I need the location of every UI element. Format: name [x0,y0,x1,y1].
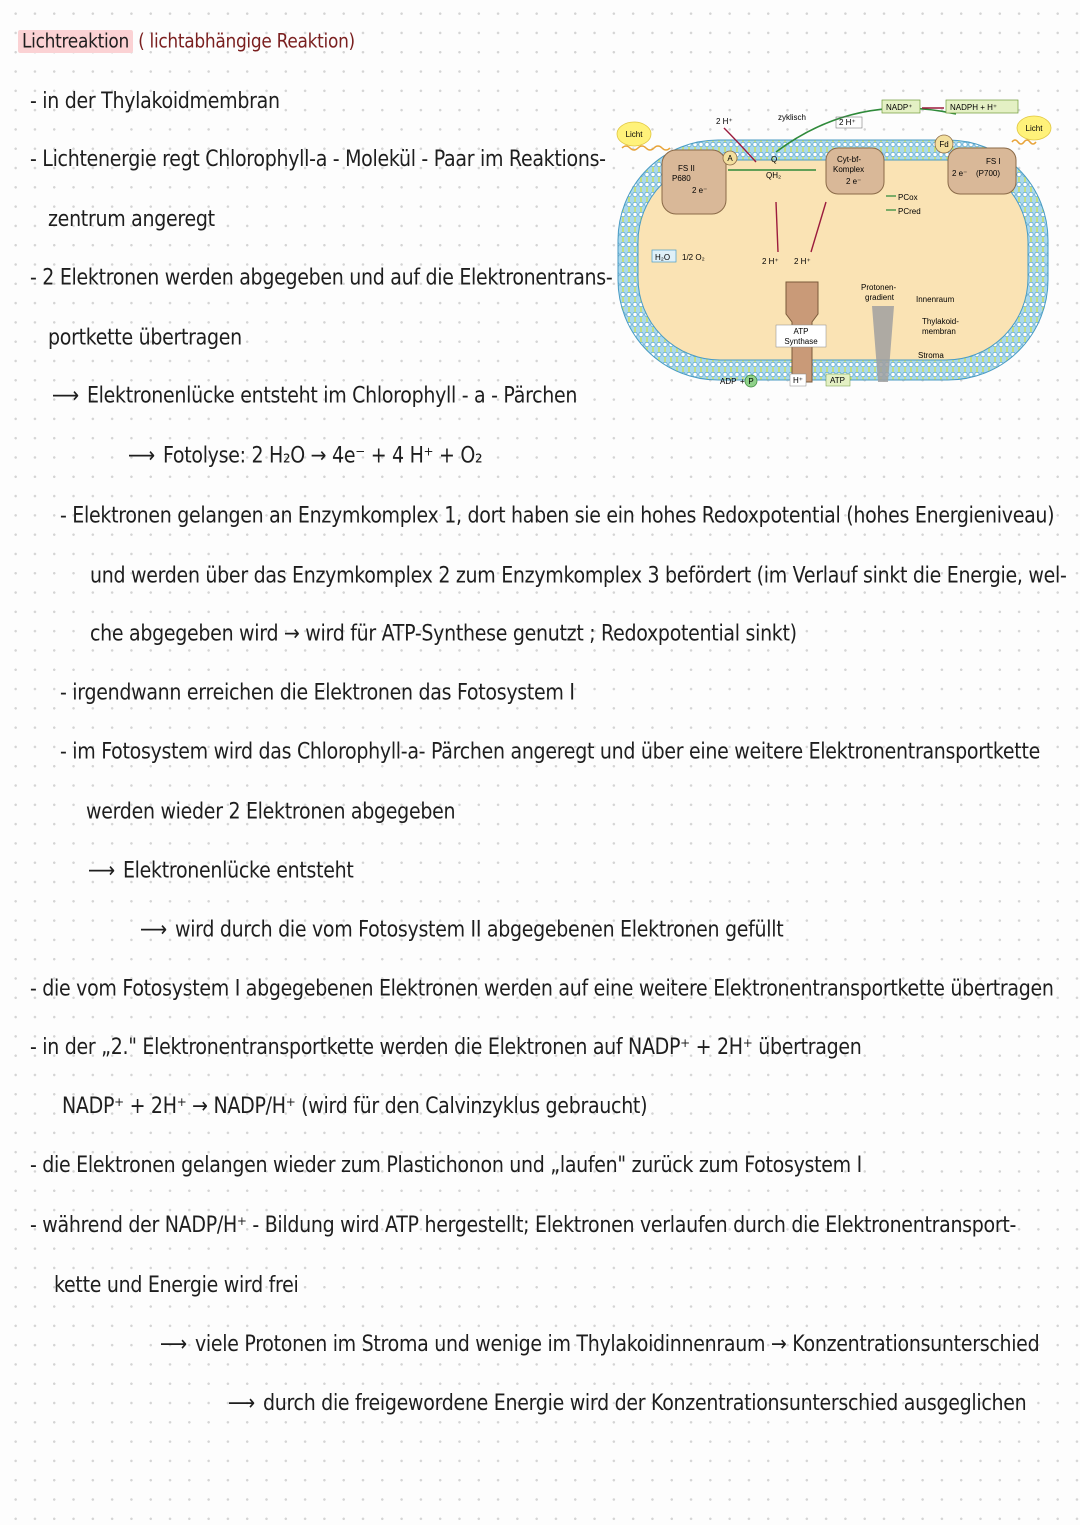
note-line-16: - die vom Fotosystem I abgegebenen Elektronen werden auf eine weitere Elektronentransportkette übertragen [30,975,1054,1001]
arrow-icon: ⟶ [88,857,115,883]
note-line-9: und werden über das Enzymkomplex 2 zum Enzymkomplex 3 befördert (im Verlauf sinkt die Energie, wel- [90,562,1067,588]
h2o-label: H₂O [655,253,671,262]
title-subtitle: ( lichtabhängige Reaktion) [138,30,355,53]
note-line-11: - irgendwann erreichen die Elektronen das Fotosystem I [60,679,575,705]
atp-synthase-label-a: ATP [793,327,809,336]
membran-label-b: membran [922,327,956,336]
arrow-icon: ⟶ [52,382,79,408]
note-line-17: - in der „2." Elektronentransportkette werden die Elektronen auf NADP⁺ + 2H⁺ übertragen [30,1034,862,1060]
note-line-23-text: durch die freigewordene Energie wird der Konzentrationsunterschied ausgeglichen [262,1390,1027,1416]
fs1-p700: (P700) [976,169,1001,178]
fs2-electrons: 2 e⁻ [692,186,708,195]
note-line-4: - 2 Elektronen werden abgegeben und auf die Elektronentrans- [30,264,613,290]
cyt-bf-label-a: Cyt-bf- [837,155,861,164]
note-line-15-text: wird durch die vom Fotosystem II abgegebenen Elektronen gefüllt [174,916,784,942]
nadph-label: NADPH + H⁺ [950,103,998,112]
note-line-6 [52,383,577,408]
a-label: A [727,154,733,163]
nadp-label: NADP⁺ [886,103,913,112]
page-title [18,30,355,53]
fs2-label: FS II [678,164,695,173]
arrow-icon: ⟶ [228,1390,255,1416]
pcox-label: PCox [898,193,918,202]
note-line-23 [228,1391,1026,1416]
q-label: Q [771,155,778,164]
note-line-12: - im Fotosystem wird das Chlorophyll-a- Pärchen angeregt und über eine weitere Elektronentransportkette [60,738,1040,764]
adp-plus: + [740,377,745,386]
note-line-22 [160,1332,1039,1357]
phosphate-label: P [748,377,754,386]
note-line-10: che abgegeben wird → wird für ATP-Synthese genutzt ; Redoxpotential sinkt) [90,620,797,646]
atp-synthase-label-b: Synthase [784,337,818,346]
zyklisch-label: zyklisch [778,113,807,122]
note-line-14-text: Elektronenlücke entsteht [122,857,354,883]
innenraum-label: Innenraum [916,295,955,304]
proton-top-left: 2 H⁺ [716,117,733,126]
licht-left-label: Licht [625,130,643,139]
cyt-bf-electrons: 2 e⁻ [846,177,862,186]
stroma-label: Stroma [918,351,944,360]
note-line-7 [128,443,482,468]
licht-right-label: Licht [1025,124,1043,133]
hplus-label: H⁺ [793,376,803,385]
note-line-15 [140,917,783,942]
fs1-electrons: 2 e⁻ [952,169,968,178]
thylakoid-diagram [596,92,1066,397]
fs2-p680: P680 [672,174,691,183]
pcred-label: PCred [898,207,921,216]
note-line-7-text: Fotolyse: 2 H₂O → 4e⁻ + 4 H⁺ + O₂ [162,442,483,468]
cyt-bf-label-b: Komplex [833,165,865,174]
note-line-22-text: viele Protonen im Stroma und wenige im Thylakoidinnenraum → Konzentrationsunterschied [194,1331,1040,1357]
note-line-3: zentrum angeregt [48,206,215,232]
note-line-2: - Lichtenergie regt Chlorophyll-a - Molekül - Paar im Reaktions- [30,146,606,172]
adp-label: ADP [720,377,737,386]
note-line-5: portkette übertragen [48,324,242,350]
atp-label: ATP [830,376,845,385]
note-line-13: werden wieder 2 Elektronen abgegeben [86,798,456,824]
qh2-label: QH₂ [766,171,782,180]
proton-mid-2: 2 H⁺ [794,257,811,266]
arrow-icon: ⟶ [140,916,167,942]
o2-label: 1/2 O₂ [682,253,705,262]
gradient-label-a: Protonen- [861,283,897,292]
gradient-label-b: gradient [865,293,894,302]
fs1-label: FS I [986,157,1001,166]
note-line-6-text: Elektronenlücke entsteht im Chlorophyll - a - Pärchen [86,382,578,408]
fd-label: Fd [939,140,949,149]
light-wave-left [622,146,670,150]
note-line-20: - während der NADP/H⁺ - Bildung wird ATP hergestellt; Elektronen verlaufen durch die Elektronentransport- [30,1212,1017,1238]
note-line-18: NADP⁺ + 2H⁺ → NADP/H⁺ (wird für den Calvinzyklus gebraucht) [62,1093,648,1119]
note-line-14 [88,858,354,883]
arrow-icon: ⟶ [160,1331,187,1357]
note-line-8: - Elektronen gelangen an Enzymkomplex 1, dort haben sie ein hohes Redoxpotential (hohes Energieniveau) [60,502,1055,528]
note-line-21: kette und Energie wird frei [54,1272,299,1298]
note-line-1: - in der Thylakoidmembran [30,88,280,114]
membran-label-a: Thylakoid- [922,317,959,326]
title-text: Lichtreaktion [18,30,133,53]
arrow-icon: ⟶ [128,442,155,468]
proton-mid-1: 2 H⁺ [762,257,779,266]
proton-top-right: 2 H⁺ [839,118,856,127]
note-line-19: - die Elektronen gelangen wieder zum Plastichonon und „laufen" zurück zum Fotosystem I [30,1152,862,1178]
light-wave-right [1012,140,1036,144]
